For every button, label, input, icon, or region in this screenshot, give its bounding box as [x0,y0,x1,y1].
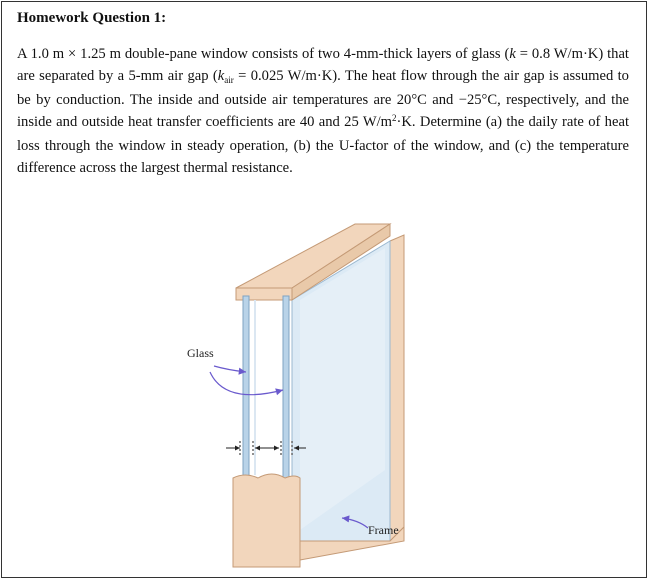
glass-arrow-1 [214,366,246,372]
problem-statement: A 1.0 m × 1.25 m double-pane window consists of two 4-mm-thick layers of glass (k = 0.8 W/m·K) that are separated by a 5-mm air gap ($k_{air} = 0.025$ W/m·K). The heat flow through the air gap is assumed to be by conduction. The inside and outside air temperatures are 20°C and −25°C, respectively, and the inside and outside heat transfer coefficients are 40 and 25 $W/m^2\cdot K$. Determine (a) the daily rate of heat loss through the window in steady operation, (b) the U-factor of the window, and (c) the temperature difference across the largest thermal resistance. [17,46,629,177]
frame-label: Frame [368,523,399,537]
frame-bottom-block [233,474,300,567]
glass-pane-inner [243,296,249,479]
glass-label: Glass [187,346,214,360]
glass-pane-outer [283,296,289,479]
question-heading: Homework Question 1: [17,10,167,26]
frame-right-post [390,235,404,541]
